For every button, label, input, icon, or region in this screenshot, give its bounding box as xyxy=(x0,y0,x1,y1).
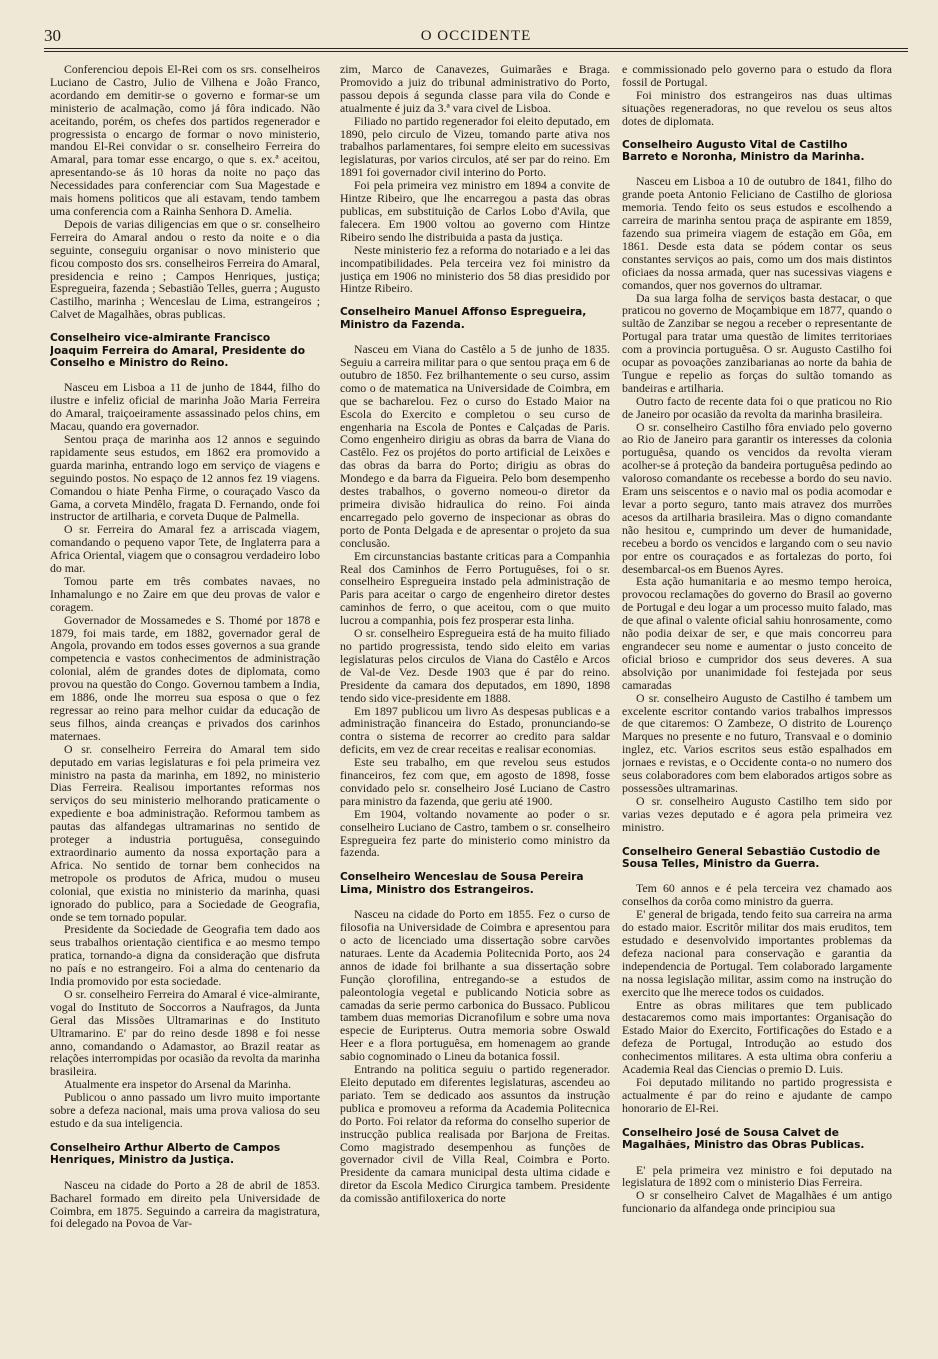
paragraph: Governador de Mossamedes e S. Thomé por 1878 e 1879, foi mais tarde, em 1882, governador geral de Angola, provando em todos esses governos a sua grande competencia e vastos conhecimentos de administração colonial, além de grandes dotes de diplomata, como provou na questão do Congo. Governou tambem a India, em 1886, onde lhe morreu sua esposa o que o fez regressar ao reino para melhor cuidar da educação de seus filhos, ainda creanças e privados dos carinhos maternaes. xyxy=(50,612,320,743)
column-1 xyxy=(50,63,320,1329)
paragraph: Publicou o anno passado um livro muito importante sobre a defeza nacional, mais uma prova valiosa do seu estudo e da sua inteligencia. xyxy=(50,1090,320,1130)
paragraph: Tem 60 annos e é pela terceira vez chamado aos conselhos da corôa como ministro da guerra. xyxy=(622,881,892,909)
paragraph: Foi ministro dos estrangeiros nas duas ultimas situações regeneradoras, no que revelou os seus altos dotes de diplomata. xyxy=(622,87,892,128)
running-title: O OCCIDENTE xyxy=(420,28,532,44)
paragraph: Em 1897 publicou um livro As despesas publicas e a administração financeira do Estado, pronunciando-se contra o sistema de recorrer ao credito para saldar deficits, em vez de crear receitas e realisar economias. xyxy=(340,703,610,757)
paragraph: Entrando na politica seguiu o partido regenerador. Eleito deputado em diferentes legislaturas, ascendeu ao pariato. Tem se dedicado aos assuntos da instrução publica e promoveu a reforma da Academia Politecnica do Porto. Foi relator da reforma do conselho superior de instrucção publica realisada por Barjona de Freitas. Como magistrado desempenhou as funções de governador civil de Villa Real, Coimbra e Porto. Presidente da camara municipal desta ultima cidade e diretor da Escola Medico Cirurgica tambem. Presidente da comissão antifiloxerica do norte xyxy=(340,1062,610,1206)
paragraph: Nasceu em Lisboa a 10 de outubro de 1841, filho do grande poeta Antonio Feliciano de Castilho de gloriosa memoria. Tendo feito os seus estudos e escolhendo a carreira de marinha sentou praça de aspirante em 1859, fazendo sua primeira viagem de estação em Gôa, em 1861. Desde esta data se pódem contar os seus constantes serviços ao pais, como um dos mais distintos oficiaes da nossa armada, quer nas sucessivas viagens e comandos, quer nos governos do ultramar. xyxy=(622,174,892,292)
section-heading: Conselheiro General Sebastião Custodio de Sousa Telles, Ministro da Guerra. xyxy=(622,845,881,870)
paragraph: Conferenciou depois El-Rei com os srs. conselheiros Luciano de Castro, Julio de Vilhena e João Franco, acordando em demitir-se o governo e formar-se um ministerio de acalmação, como já fôra indicado. Não aceitando, porém, os chefes dos partidos regenerador e progressista o encargo de formar o novo ministerio, mandou El-Rei convidar o sr. conselheiro Ferreira do Amaral, para tomar esse encargo, o que s. ex.ª aceitou, apresentando-se ás 10 horas da noite no paço das Necessidades para conferenciar com Sua Magestade e mais homens politicos que ali estavam, tendo tambem uma conferencia com a Rainha Senhora D. Amelia. xyxy=(50,63,320,218)
paragraph: Outro facto de recente data foi o que praticou no Rio de Janeiro por ocasião da revolta da marinha brasileira. xyxy=(622,393,892,421)
paragraph: Filiado no partido regenerador foi eleito deputado, em 1890, pelo circulo de Vizeu, tomando parte ativa nos trabalhos parlamentares, foi sempre eleito em sucessivas legislaturas, por varios circulos, até ser par do reino. Em 1891 foi governador civil interino do Porto. xyxy=(340,113,610,180)
paragraph: Neste ministerio fez a reforma do notariado e a lei das incompatibilidades. Pela terceira vez foi ministro da justiça em 1906 no ministerio dos 58 dias presidido por Hintze Ribeiro. xyxy=(340,242,610,296)
paragraph: O sr. conselheiro Augusto de Castilho é tambem um excelente escritor contando varios trabalhos impressos de que citaremos: O Zambeze, O distrito de Lourenço Marques no presente e no futuro, Transvaal e o dominio inglez, etc. Varios escritos seus estão espalhados em jornaes e revistas, e o Occidente conta-o no numero dos seus colaboradores com bem elaborados artigos sobre as possessões ultramarinas. xyxy=(622,690,892,795)
section-heading: Conselheiro vice-almirante Francisco Joaquim Ferreira do Amaral, Presidente do Conselho e Ministro do Reino. xyxy=(50,332,306,369)
paragraph: O sr. conselheiro Castilho fôra enviado pelo governo ao Rio de Janeiro para garantir os interesses da colonia portuguêsa, quando os vencidos da revolta vieram acolher-se á proteção da bandeira portuguêsa pedindo ao valoroso comandante os recebesse a bordo do seu navio. Eram uns seiscentos e o navio mal os podia acomodar e levar a porto seguro, tanto mais atravez dos murrões acesos da artilharia brasileira. Mas o digno comandante não hesitou e, cumprindo um dever de humanidade, recebeu a bordo os vencidos e largando com o seu navio por entre os couraçados e as fortalezas do porto, foi desembarcal-os em Buenos Ayres. xyxy=(622,419,892,576)
paragraph: Nasceu em Viana do Castêlo a 5 de junho de 1835. Seguiu a carreira militar para o que sentou praça em 6 de outubro de 1850. Fez brilhantemente o seu curso, assim como o de matematica na Universidade de Coimbra, em que se bacharelou. Fez o curso do Estado Maior na Escola do Exercito e completou o seu curso de engenharia na Escola de Pontes e Calçadas de Paris. Como engenheiro dirigiu as obras da barra de Viana do Castêlo. Fez os projétos do porto artificial de Leixões e das obras da barra do Porto; dirigiu as obras do Mondego e da barra da Figueira. Pelo bom desempenho destes trabalhos, o governo nomeou-o diretor da primeira divisão hidraulica do reino. Foi ainda encarregado pelo governo de inspecionar as obras do porto de Ponta Delgada e de apresentar o projeto da sua conclusão. xyxy=(340,342,610,550)
paragraph: Em 1904, voltando novamente ao poder o sr. conselheiro Luciano de Castro, tambem o sr. conselheiro Espregueira fez parte do ministerio como ministro da fazenda. xyxy=(340,806,610,860)
paragraph: Nasceu em Lisboa a 11 de junho de 1844, filho do ilustre e infeliz oficial de marinha João Maria Ferreira do Amaral, traiçoeiramente assassinado pelos chins, em Macau, quando era governador. xyxy=(50,380,320,434)
paragraph: E' general de brigada, tendo feito sua carreira na arma do estado maior. Escritôr militar dos mais eruditos, tem estudado e desenvolvido importantes problemas da defeza nacional para conservação e garantia da independencia de Portugal. Tem colaborado largamente na nossa legislação militar, assim como na instrução do exercito que lhe merece todos os cuidados. xyxy=(622,907,892,999)
paragraph: Entre as obras militares que tem publicado destacaremos como mais importantes: Organisação do Estado Maior do Exercito, Fortificações do Estado e a defeza de Portugal, Introdução ao estudo dos conhecimentos militares. A esta ultima obra conferiu a Academia Real das Ciencias o premio D. Luis. xyxy=(622,997,892,1077)
paragraph: Foi pela primeira vez ministro em 1894 a convite de Hintze Ribeiro, que lhe encarregou a pasta das obras publicas, em substituição de Carlos Lobo d'Avila, que falecera. Em 1900 voltou ao governo com Hintze Ribeiro sendo lhe distribuida a pasta da justiça. xyxy=(340,178,610,244)
paragraph: O sr. Ferreira do Amaral fez a arriscada viagem, comandando o pequeno vapor Tete, de Inglaterra para a Africa Oriental, viagem que o consagrou verdadeiro lobo do mar. xyxy=(50,522,320,576)
paragraph: Foi deputado militando no partido progressista e actualmente é par do reino e ajudante de campo honorario de El-Rei. xyxy=(622,1074,892,1115)
page-number: 30 xyxy=(44,26,61,45)
column-2 xyxy=(340,63,610,1329)
paragraph: Nasceu na cidade do Porto a 28 de abril de 1853. Bacharel formado em direito pela Universidade de Coimbra, em 1875. Seguindo a carreira da magistratura, foi delegado na Povoa de Var- xyxy=(50,1177,320,1231)
paragraph: O sr. conselheiro Espregueira está de ha muito filiado no partido progressista, tendo sido eleito em varias legislaturas pelos circulos de Viana do Castêlo e Arcos de Val-de Vez. Desde 1903 que é par do reino. Presidente da camara dos deputados, em 1890, 1898 tendo sido vice-presidente em 1888. xyxy=(340,626,610,705)
paragraph: Sentou praça de marinha aos 12 annos e seguindo rapidamente seus estudos, em 1862 era promovido a guarda marinha, entrando logo em serviço de viagens e seguindo postos. No espaço de 12 annos fez 19 viagens. Comandou o hiate Penha Firme, o couraçado Vasco da Gama, a corveta Mindêlo, fragata D. Fernando, onde foi instructor de artilharia, e corveta Duque de Palmella. xyxy=(50,431,320,524)
paragraph: Da sua larga folha de serviços basta destacar, o que praticou no governo de Moçambique em 1877, quando o sultão de Zanzibar se negou a receber o representante de Portugal para tratar uma questão de limites territoriaes com a provincia portuguêsa. O sr. Augusto Castilho foi ocupar as povoações zanzibarianas ao norte da bahia de Tungue e repelio as forças do sultão tomando as bandeiras e artilharia. xyxy=(622,290,892,395)
paragraph: e commissionado pelo governo para o estudo da flora fossil de Portugal. xyxy=(622,63,892,89)
paragraph: Em circunstancias bastante criticas para a Companhia Real dos Caminhos de Ferro Portuguêses, foi o sr. conselheiro Espregueira instado pela administração de Paris para aceitar o cargo de engenheiro diretor destes caminhos de ferro, o que aceitou, com o que muito lucrou a companhia, pois fez prosperar esta linha. xyxy=(340,548,610,628)
paragraph: E' pela primeira vez ministro e foi deputado na legislatura de 1892 com o ministerio Dias Ferreira. xyxy=(622,1162,892,1190)
section-heading: Conselheiro José de Sousa Calvet de Magalhães, Ministro das Obras Publicas. xyxy=(622,1126,865,1152)
paragraph: Tomou parte em três combates navaes, no Inhamalungo e no Zaire em que deu provas de valor e coragem. xyxy=(50,573,320,614)
header-rule xyxy=(44,51,908,52)
paragraph: O sr conselheiro Calvet de Magalhães é um antigo funcionario da alfandega onde principiou sua xyxy=(622,1188,892,1216)
page-header xyxy=(44,24,908,49)
paragraph: O sr. conselheiro Ferreira do Amaral é vice-almirante, vogal do Instituto de Soccorros a Naufragos, da Junta Geral das Missões Ultramarinas e do Instituto Ultramarino. E' par do reino desde 1898 e foi nesse anno, comandando o Adamastor, ao Brazil reatar as relações interrompidas por ocasião da revolta da marinha brasileira. xyxy=(50,986,320,1079)
section-heading: Conselheiro Augusto Vital de Castilho Barreto e Noronha, Ministro da Marinha. xyxy=(622,138,865,163)
section-heading: Conselheiro Arthur Alberto de Campos Henriques, Ministro da Justiça. xyxy=(50,1141,281,1167)
paragraph: Atualmente era inspetor do Arsenal da Marinha. xyxy=(64,1077,292,1092)
paragraph: O sr. conselheiro Augusto Castilho tem sido por varias vezes deputado e é agora pela primeira vez ministro. xyxy=(622,793,892,834)
section-heading: Conselheiro Wenceslau de Sousa Pereira Lima, Ministro dos Estrangeiros. xyxy=(340,871,584,896)
paragraph: Presidente da Sociedade de Geografia tem dado aos seus trabalhos orientação cientifica e ao mesmo tempo pratica, tornando-a digna da consideração que disfruta no país e no estrangeiro. Foi a alma do centenario da India promovido por esta sociedade. xyxy=(50,922,320,989)
paragraph: Nasceu na cidade do Porto em 1855. Fez o curso de filosofia na Universidade de Coimbra e apresentou para o acto de licenciado uma dissertação sobre carvões naturaes. Lente da Academia Politecnida Porto, aos 24 annos de idade foi brilhante a sua dissertação sobre Função çlorofilina, entregando-se a estudos de paleontologia vegetal e publicando Noticia sobre as camadas da serie permo carbonica do Bussaco. Publicou tambem duas memorias Dicranofilum e sobre uma nova especie de Euripterus. Outra memoria sobre Oswald Heer e a flora portuguêsa, em homenagem ao grande sabio cognominado o Lineu da botanica fossil. xyxy=(340,907,610,1064)
paragraph: Depois de varias diligencias em que o sr. conselheiro Ferreira do Amaral andou o resto da noite e o dia seguinte, conseguiu organisar o novo ministerio que ficou composto dos srs. conselheiros Ferreira do Amaral, presidencia e reino ; Campos Henriques, justiça; Espregueira, fazenda ; Sebastião Telles, guerra ; Augusto Castilho, marinha ; Wenceslau de Lima, estrangeiros ; Calvet de Magalhães, obras publicas. xyxy=(50,216,320,322)
paragraph: Esta ação humanitaria e ao mesmo tempo heroica, provocou reclamações do governo do Brasil ao governo de Portugal e deu logar a um processo muito falado, mas de que afinal o valente oficial sahiu honrosamente, como não podia deixar de ser, e que mais concorreu para engrandecer seu nome e aumentar o justo conceito de oficial brioso e cumpridor dos seus deveres. A sua absolvição por unanimidade foi festejada por seus camaradas xyxy=(622,574,892,692)
column-3 xyxy=(622,63,892,1329)
paragraph: O sr. conselheiro Ferreira do Amaral tem sido deputado em varias legislaturas e foi pela primeira vez ministro na pasta da marinha, em 1892, no ministerio Dias Ferreira. Realisou importantes reformas nos serviços do seu ministerio melhorando praticamente o expediente e boa administração. Reformou tambem as pautas das alfandegas ultramarinas no sentido de proteger a industria portuguêsa, conseguindo extraordinario aumento da nossa exportação para a Africa. No sentido de tornar bem conhecidos na metropole os produtos de Africa, mudou o museu colonial, que existia no ministerio da marinha, quasi ignorado do publico, para a Sociedade de Geografia, onde se tem tornado popular. xyxy=(50,741,320,924)
section-heading: Conselheiro Manuel Affonso Espregueira, Ministro da Fazenda. xyxy=(340,306,587,331)
paragraph: zim, Marco de Canavezes, Guimarães e Braga. Promovido a juiz do tribunal administrativo do Porto, passou depois á segunda classe para vila do Conde e atualmente é juiz da 3.ª vara civel de Lisboa. xyxy=(340,63,610,115)
paragraph: Este seu trabalho, em que revelou seus estudos financeiros, fez com que, em agosto de 1898, fosse convidado pelo sr. conselheiro José Luciano de Castro para ministro da fazenda, que geriu até 1900. xyxy=(340,755,610,808)
